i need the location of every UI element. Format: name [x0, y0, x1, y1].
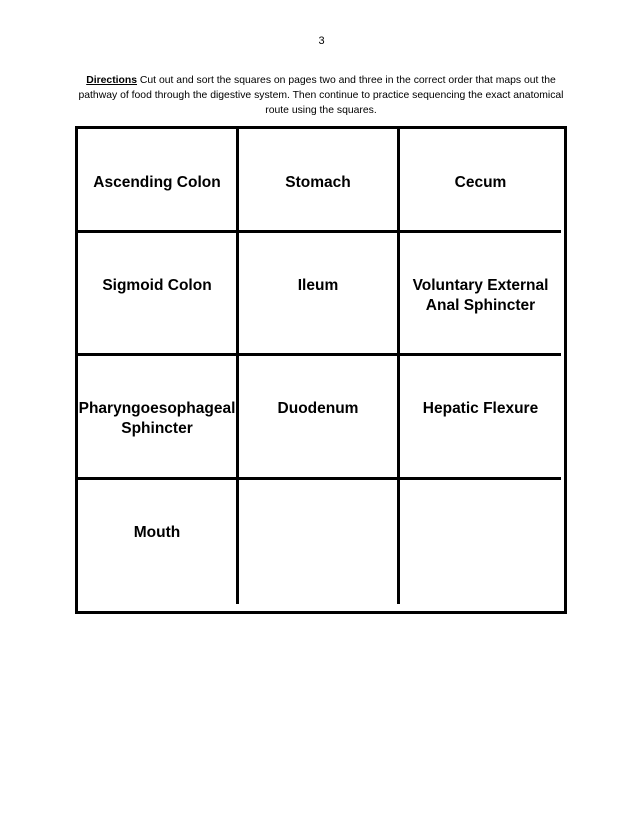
- square-pharyngoesophageal-sphincter: Pharyngoesophageal Sphincter: [78, 356, 239, 480]
- square-voluntary-external-anal-sphincter: Voluntary External Anal Sphincter: [400, 233, 561, 356]
- directions-body: Cut out and sort the squares on pages two and three in the correct order that maps out the pathway of food through the digestive system. Then continue to practice sequencing the exact anatomical route using the squares.: [78, 75, 564, 116]
- square-sigmoid-colon: Sigmoid Colon: [78, 233, 239, 356]
- square-ileum: Ileum: [239, 233, 400, 356]
- square-hepatic-flexure: Hepatic Flexure: [400, 356, 561, 480]
- cutout-squares-grid: [75, 126, 567, 614]
- directions-label: Directions: [86, 75, 138, 86]
- square-empty: [400, 480, 561, 604]
- directions-text: [74, 73, 568, 118]
- square-ascending-colon: Ascending Colon: [78, 129, 239, 233]
- square-stomach: Stomach: [239, 129, 400, 233]
- square-mouth: Mouth: [78, 480, 239, 604]
- square-duodenum: Duodenum: [239, 356, 400, 480]
- square-cecum: Cecum: [400, 129, 561, 233]
- square-empty: [239, 480, 400, 604]
- page-number: 3: [318, 35, 325, 47]
